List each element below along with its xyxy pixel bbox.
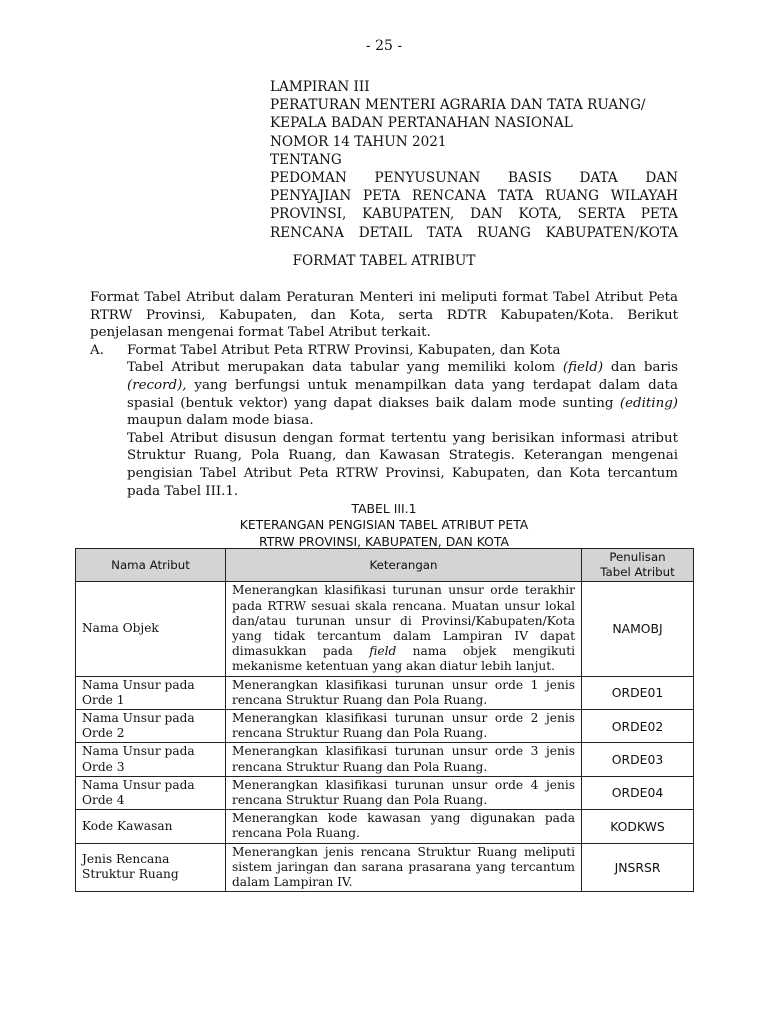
table-row bbox=[76, 776, 694, 809]
attribute-description: Menerangkan klasifikasi turunan unsur orde 2 jenis rencana Struktur Ruang dan Pola Ruang. bbox=[226, 710, 582, 743]
nomor-line: NOMOR 14 TAHUN 2021 bbox=[270, 133, 447, 150]
desc-text-b: nama objek mengikuti mekanisme ketentuan yang akan diatur lebih lanjut. bbox=[232, 644, 575, 674]
item-a-heading: Format Tabel Atribut Peta RTRW Provinsi, Kabupaten, dan Kota bbox=[127, 342, 561, 358]
attribute-name: Nama Objek bbox=[76, 582, 226, 676]
body-text bbox=[90, 289, 678, 500]
header-nama-atribut: Nama Atribut bbox=[76, 549, 226, 582]
table-caption-title-2: RTRW PROVINSI, KABUPATEN, DAN KOTA bbox=[259, 533, 509, 549]
attribute-name: Nama Unsur pada Orde 4 bbox=[76, 776, 226, 809]
header-keterangan: Keterangan bbox=[226, 549, 582, 582]
desc-text-a: Menerangkan klasifikasi turunan unsur orde terakhir pada RTRW sesuai skala rencana. Muatan unsur lokal dan/atau turunan unsur di Provinsi/Kabupaten/Kota yang tidak tercantum dalam Lampiran IV dapat dimasukkan pada bbox=[232, 583, 575, 659]
table-row bbox=[76, 676, 694, 709]
desc-field-term: field bbox=[369, 644, 397, 659]
p1-text-a: Tabel Atribut merupakan data tabular yang memiliki kolom bbox=[127, 360, 563, 376]
attribute-name: Nama Unsur pada Orde 3 bbox=[76, 743, 226, 776]
section-title: FORMAT TABEL ATRIBUT bbox=[292, 253, 476, 269]
table-row bbox=[76, 843, 694, 892]
table-row bbox=[76, 582, 694, 676]
header-penulisan-line-1: Penulisan bbox=[609, 550, 666, 564]
attribute-name: Nama Unsur pada Orde 1 bbox=[76, 676, 226, 709]
table-caption-number: TABEL III.1 bbox=[351, 501, 417, 516]
p1-editing-term: (editing) bbox=[619, 395, 678, 411]
table-row bbox=[76, 743, 694, 776]
table-caption bbox=[0, 501, 768, 550]
attribute-code: ORDE01 bbox=[582, 676, 694, 709]
attribute-code: KODKWS bbox=[582, 810, 694, 843]
table-caption-title-1: KETERANGAN PENGISIAN TABEL ATRIBUT PETA bbox=[239, 517, 529, 533]
attribute-code: JNSRSR bbox=[582, 843, 694, 892]
attribute-name: Kode Kawasan bbox=[76, 810, 226, 843]
attribute-code: NAMOBJ bbox=[582, 582, 694, 676]
lampiran-label: LAMPIRAN III bbox=[270, 79, 370, 95]
attribute-name: Jenis Rencana Struktur Ruang bbox=[76, 843, 226, 892]
attribute-table bbox=[75, 548, 694, 892]
attribute-description: Menerangkan klasifikasi turunan unsur orde 3 jenis rencana Struktur Ruang dan Pola Ruang. bbox=[226, 743, 582, 776]
attribute-code: ORDE02 bbox=[582, 710, 694, 743]
p1-text-d: maupun dalam mode biasa. bbox=[127, 413, 314, 429]
p1-text-c: yang berfungsi untuk menampilkan data yang terdapat dalam data spasial (bentuk vektor) yang dapat diakses baik dalam mode sunting bbox=[127, 377, 678, 411]
p1-record-term: (record), bbox=[127, 377, 187, 393]
attribute-code: ORDE04 bbox=[582, 776, 694, 809]
attribute-description: Menerangkan klasifikasi turunan unsur orde 4 jenis rencana Struktur Ruang dan Pola Ruang. bbox=[226, 776, 582, 809]
peraturan-line-2: KEPALA BADAN PERTANAHAN NASIONAL bbox=[270, 115, 573, 132]
p1-text-b: dan baris bbox=[603, 360, 678, 376]
attribute-name: Nama Unsur pada Orde 2 bbox=[76, 710, 226, 743]
item-a-paragraph-2: Tabel Atribut disusun dengan format tertentu yang berisikan informasi atribut Struktur Ruang, Pola Ruang, dan Kawasan Strategis. Keterangan mengenai pengisian Tabel Atribut Peta RTRW Provinsi, Kabupaten, dan Kota tercantum pada Tabel III.1. bbox=[127, 430, 678, 499]
item-a-paragraph-1 bbox=[90, 359, 678, 429]
attribute-description: Menerangkan kode kawasan yang digunakan pada rencana Pola Ruang. bbox=[226, 810, 582, 843]
pedoman-line-1: PEDOMAN PENYUSUNAN BASIS DATA DAN bbox=[270, 170, 678, 187]
item-a-marker: A. bbox=[90, 342, 104, 358]
table-header-row bbox=[76, 549, 694, 582]
lampiran-header bbox=[270, 78, 678, 242]
p1-field-term: (field) bbox=[562, 360, 604, 376]
item-a bbox=[90, 342, 678, 360]
page-number: - 25 - bbox=[365, 38, 403, 54]
attribute-description bbox=[226, 582, 582, 676]
peraturan-line-1: PERATURAN MENTERI AGRARIA DAN TATA RUANG/ bbox=[270, 97, 646, 114]
attribute-description: Menerangkan jenis rencana Struktur Ruang meliputi sistem jaringan dan sarana prasarana yang tercantum dalam Lampiran IV. bbox=[226, 843, 582, 892]
attribute-code: ORDE03 bbox=[582, 743, 694, 776]
tentang-line: TENTANG bbox=[270, 151, 342, 168]
header-penulisan-line-2: Tabel Atribut bbox=[600, 565, 675, 580]
table-row bbox=[76, 810, 694, 843]
pedoman-line-4: RENCANA DETAIL TATA RUANG KABUPATEN/KOTA bbox=[270, 224, 678, 241]
intro-paragraph: Format Tabel Atribut dalam Peraturan Menteri ini meliputi format Tabel Atribut Peta RTRW Provinsi, Kabupaten, dan Kota, serta RDTR Kabupaten/Kota. Berikut penjelasan mengenai format Tabel Atribut terkait. bbox=[90, 290, 678, 341]
attribute-description: Menerangkan klasifikasi turunan unsur orde 1 jenis rencana Struktur Ruang dan Pola Ruang. bbox=[226, 676, 582, 709]
table-row bbox=[76, 710, 694, 743]
header-penulisan bbox=[582, 549, 694, 582]
pedoman-line-2: PENYAJIAN PETA RENCANA TATA RUANG WILAYAH bbox=[270, 188, 678, 205]
pedoman-line-3: PROVINSI, KABUPATEN, DAN KOTA, SERTA PETA bbox=[270, 206, 678, 223]
